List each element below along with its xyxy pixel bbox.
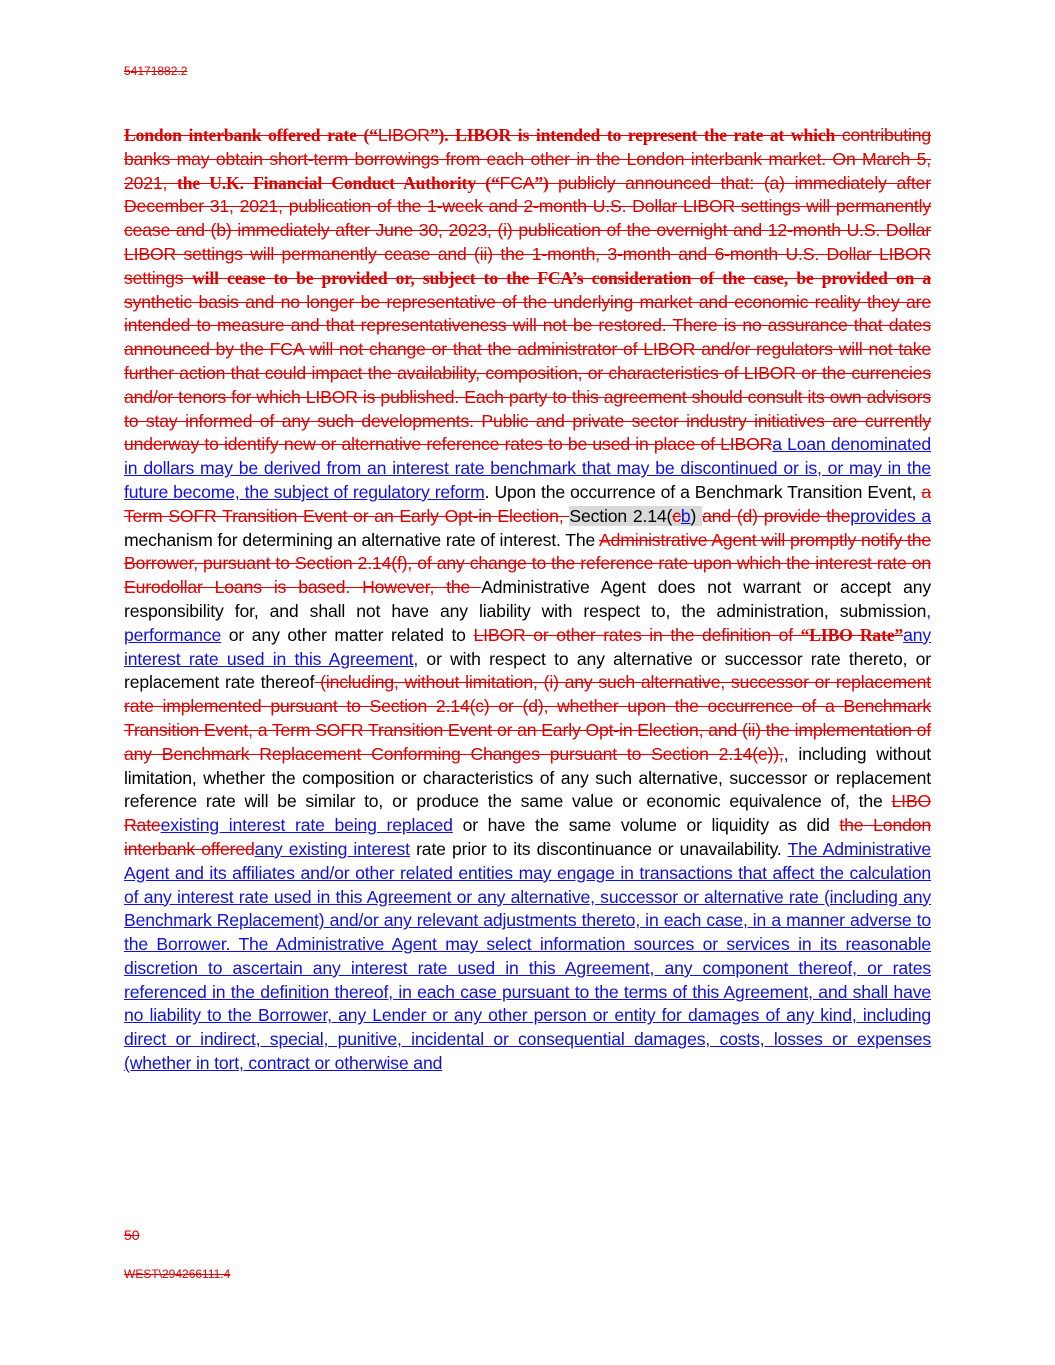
inserted-text-run: The Administrative Agent and its affiliates and/or other related entities may engage in transactions that affect the calculation of any interest rate used in this Agreement or any alternative, successor or alternative rate (including any Benchmark Replacement) and/or any relevant adjustments thereto, in each case, in a manner adverse to the Borrower. The Administrative Agent may select information sources or services in its reasonable discretion to ascertain any interest rate used in this Agreement, any component thereof, or rates referenced in the definition thereof, in each case pursuant to the terms of this Agreement, and shall have no liability to the Borrower, any Lender or any other person or entity for damages of any kind, including direct or indirect, special, punitive, incidental or consequential damages, costs, losses or expenses (whether in tort, contract or otherwise and: [124, 838, 932, 1074]
deleted-text-run: the U.K. Financial Conduct Authority (“: [177, 172, 500, 193]
inserted-text-run: any interest rate used in this Agreement,: [124, 624, 932, 669]
text-run: or any other matter related to: [221, 624, 474, 645]
inserted-text-run: , performance: [124, 600, 931, 645]
deleted-text-run: LIBO Rate: [124, 791, 931, 836]
inserted-text-run: provides a: [850, 505, 931, 526]
footer-doc-ref: WEST\294266111.4: [124, 1267, 231, 1281]
header-doc-id: 54171882.2: [124, 64, 188, 78]
text-run: Section 2.14(: [569, 505, 673, 526]
deleted-text-run: LIBOR: [377, 125, 430, 145]
text-run: including without limitation, whether the composition or characteristics of any such alternative, successor or replacement reference rate will be similar to, or produce the same value or economic equivalence of, the: [124, 743, 931, 812]
deleted-text-run: a Term SOFR Transition Event or an Early Opt-in Election,: [124, 481, 931, 526]
text-run: . Upon the occurrence of a Benchmark Transition Event,: [484, 481, 922, 502]
text-run: ): [690, 505, 703, 526]
deleted-text-run: contributing banks may obtain short-term borrowings from each other in the London interbank market. On March 5, 2021,: [124, 125, 931, 193]
text-run: Administrative Agent does not warrant or accept any responsibility for, and shall not have any liability with respect to, the administration, submission: [124, 577, 931, 621]
footer-page-number: 50: [124, 1227, 140, 1243]
inserted-text-run: a Loan denominated in dollars may be derived from an interest rate benchmark that may be discontinued or is, or may in the future become, the subject of regulatory reform: [124, 434, 931, 502]
inserted-text-run: b: [680, 505, 691, 526]
deleted-text-run: London interbank offered rate (“: [124, 125, 378, 145]
text-run: or with respect to any alternative or successor rate thereto, or replacement rate thereof: [124, 648, 931, 693]
document-body: [124, 124, 931, 1076]
inserted-text-run: any existing interest: [254, 838, 410, 859]
deleted-text-run: Administrative Agent will promptly notify the Borrower, pursuant to Section 2.14(f), of any change to the reference rate upon which the interest rate on Eurodollar Loans is based. However, the: [124, 529, 931, 598]
deleted-text-run: FCA: [499, 172, 535, 193]
deleted-text-run: publicly announced that: (a) immediately after December 31, 2021, publication of the 1-week and 2-month U.S. Dollar LIBOR settings will permanently cease and (b) immediately after June 30, 2023, (i) publication of the overnight and 12-month U.S. Dollar LIBOR settings will permanently cease and (ii) the 1-month, 3-month and 6-month U.S. Dollar LIBOR settings: [124, 172, 932, 288]
deleted-text-run: ”). LIBOR is intended to represent the rate at which: [429, 125, 842, 145]
deleted-text-run: “LIBO Rate”: [800, 624, 904, 645]
deleted-text-run: the London interbank offered: [124, 815, 931, 859]
deleted-text-run: synthetic basis and no longer be representative of the underlying market and economic reality they are intended to measure and that representativeness will not be restored. There is no assurance that dates announced by the FCA will not change or that the administrator of LIBOR and/or regulators will not take further action that could impact the availability, composition, or characteristics of LIBOR or the currencies and/or tenors for which LIBOR is published. Each party to this agreement should consult its own advisors to stay informed of any such developments. Public and private sector industry initiatives are currently underway to identify new or alternative reference rates to be used in place of LIBOR: [124, 291, 931, 455]
inserted-text-run: existing interest rate being replaced: [160, 815, 453, 836]
text-run: rate prior to its discontinuance or unavailability.: [409, 838, 788, 859]
inserted-text-run: ,: [783, 743, 789, 764]
deleted-text-run: LIBOR or other rates in the definition of: [473, 624, 801, 645]
deleted-text-run: (including, without limitation, (i) any such alternative, successor or replacement rate implemented pursuant to Section 2.14(c) or (d), whether upon the occurrence of a Benchmark Transition Event, a Term SOFR Transition Event or an Early Opt-in Election, and (ii) the implementation of any Benchmark Replacement Conforming Changes pursuant to Section 2.14(e)),: [124, 672, 931, 764]
deleted-text-run: will cease to be provided or, subject to the FCA’s consideration of the case, be provided on a: [192, 267, 932, 288]
deleted-text-run: ”): [534, 172, 558, 193]
deleted-text-run: and (d) provide the: [702, 505, 851, 526]
text-run: mechanism for determining an alternative rate of interest. The: [124, 529, 600, 550]
text-run: or have the same volume or liquidity as did: [452, 815, 840, 836]
deleted-text-run: c: [672, 505, 681, 526]
